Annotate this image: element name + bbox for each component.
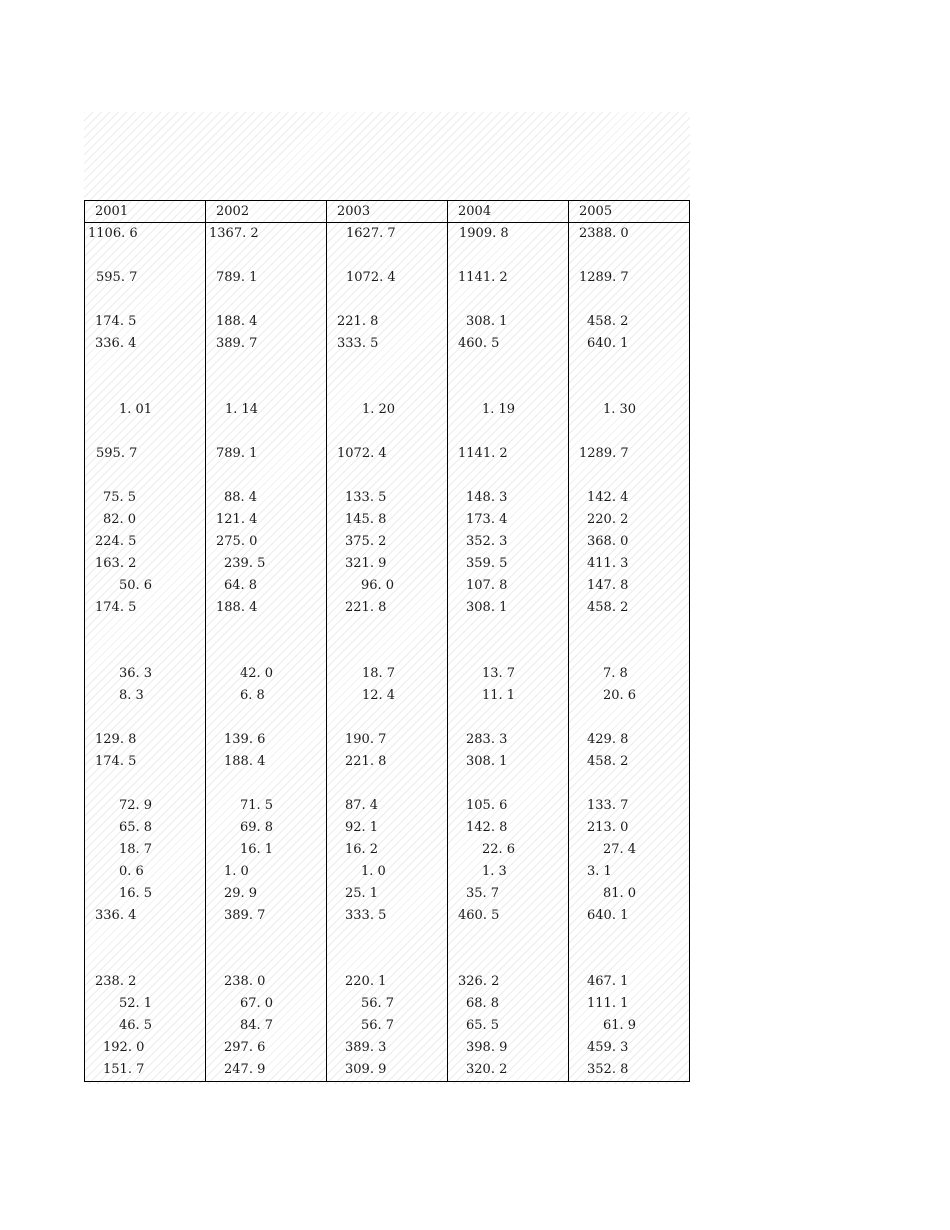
table-cell-2003: 221. 8	[327, 751, 448, 773]
table-cell-2004	[448, 773, 569, 795]
table-cell-2003: 56. 7	[327, 993, 448, 1015]
table-row	[85, 355, 690, 377]
table-cell-2005: 459. 3	[569, 1037, 690, 1059]
table-cell-2001: 238. 2	[85, 971, 206, 993]
table-cell-2005	[569, 641, 690, 663]
table-cell-2001: 82. 0	[85, 509, 206, 531]
table-row	[85, 597, 690, 619]
table-row	[85, 773, 690, 795]
table-cell-2004: 460. 5	[448, 333, 569, 355]
table-cell-2003	[327, 465, 448, 487]
table-cell-2005: 640. 1	[569, 333, 690, 355]
table-cell-2002: 88. 4	[206, 487, 327, 509]
table-cell-2004: 107. 8	[448, 575, 569, 597]
table-cell-2003: 321. 9	[327, 553, 448, 575]
table-row	[85, 1015, 690, 1037]
table-cell-2001: 174. 5	[85, 751, 206, 773]
table-cell-2005: 81. 0	[569, 883, 690, 905]
table-cell-2005: 27. 4	[569, 839, 690, 861]
table-cell-2001: 36. 3	[85, 663, 206, 685]
table-cell-2002: 6. 8	[206, 685, 327, 707]
table-cell-2003: 190. 7	[327, 729, 448, 751]
table-cell-2002: 389. 7	[206, 333, 327, 355]
table-cell-2004: 1. 19	[448, 399, 569, 421]
table-cell-2005: 61. 9	[569, 1015, 690, 1037]
table-cell-2003: 92. 1	[327, 817, 448, 839]
table-cell-2002: 238. 0	[206, 971, 327, 993]
table-cell-2004: 35. 7	[448, 883, 569, 905]
table-cell-2003	[327, 619, 448, 641]
table-cell-2003: 18. 7	[327, 663, 448, 685]
table-cell-2005	[569, 355, 690, 377]
table-cell-2002: 1. 0	[206, 861, 327, 883]
table-cell-2004	[448, 289, 569, 311]
table-row	[85, 509, 690, 531]
table-row	[85, 267, 690, 289]
table-cell-2001	[85, 465, 206, 487]
table-cell-2001: 163. 2	[85, 553, 206, 575]
table-cell-2004	[448, 707, 569, 729]
table-cell-2004: 1141. 2	[448, 443, 569, 465]
table-cell-2001: 336. 4	[85, 333, 206, 355]
table-cell-2002	[206, 377, 327, 399]
table-cell-2001: 151. 7	[85, 1059, 206, 1082]
table-cell-2004: 13. 7	[448, 663, 569, 685]
table-cell-2004	[448, 619, 569, 641]
table-cell-2003	[327, 289, 448, 311]
table-cell-2005: 1. 30	[569, 399, 690, 421]
table-cell-2001	[85, 355, 206, 377]
table-cell-2003: 1. 0	[327, 861, 448, 883]
table-cell-2004: 1909. 8	[448, 223, 569, 246]
table-cell-2003: 389. 3	[327, 1037, 448, 1059]
table-cell-2005: 467. 1	[569, 971, 690, 993]
table-cell-2001: 0. 6	[85, 861, 206, 883]
table-cell-2005: 111. 1	[569, 993, 690, 1015]
table-cell-2002: 297. 6	[206, 1037, 327, 1059]
table-row	[85, 465, 690, 487]
table-cell-2004: 352. 3	[448, 531, 569, 553]
table-cell-2001: 46. 5	[85, 1015, 206, 1037]
table-cell-2001: 1. 01	[85, 399, 206, 421]
table-cell-2001: 1106. 6	[85, 223, 206, 246]
table-row	[85, 443, 690, 465]
table-row	[85, 751, 690, 773]
column-header-2003: 2003	[327, 201, 448, 223]
table-cell-2003: 220. 1	[327, 971, 448, 993]
table-cell-2004: 1. 3	[448, 861, 569, 883]
table-cell-2003: 221. 8	[327, 597, 448, 619]
table-row	[85, 949, 690, 971]
table-cell-2002: 188. 4	[206, 751, 327, 773]
table-cell-2002: 789. 1	[206, 267, 327, 289]
table-cell-2004: 398. 9	[448, 1037, 569, 1059]
table-cell-2004	[448, 377, 569, 399]
table-row	[85, 1037, 690, 1059]
table-cell-2005	[569, 927, 690, 949]
table-cell-2005: 220. 2	[569, 509, 690, 531]
table-cell-2005: 147. 8	[569, 575, 690, 597]
table-cell-2002: 247. 9	[206, 1059, 327, 1082]
table-cell-2002	[206, 355, 327, 377]
table-cell-2002: 121. 4	[206, 509, 327, 531]
table-cell-2002: 16. 1	[206, 839, 327, 861]
table-cell-2003: 25. 1	[327, 883, 448, 905]
table-cell-2003	[327, 707, 448, 729]
table-cell-2003: 133. 5	[327, 487, 448, 509]
table-cell-2002: 67. 0	[206, 993, 327, 1015]
table-cell-2003	[327, 641, 448, 663]
table-row	[85, 223, 690, 246]
table-row	[85, 487, 690, 509]
table-cell-2003: 96. 0	[327, 575, 448, 597]
table-cell-2005: 142. 4	[569, 487, 690, 509]
table-cell-2003	[327, 949, 448, 971]
table-cell-2002: 789. 1	[206, 443, 327, 465]
table-row	[85, 817, 690, 839]
table-cell-2004: 142. 8	[448, 817, 569, 839]
table-cell-2003: 87. 4	[327, 795, 448, 817]
table-cell-2004: 148. 3	[448, 487, 569, 509]
table-cell-2004: 283. 3	[448, 729, 569, 751]
table-row	[85, 905, 690, 927]
table-cell-2001	[85, 289, 206, 311]
table-row	[85, 245, 690, 267]
table-row	[85, 421, 690, 443]
table-cell-2005: 411. 3	[569, 553, 690, 575]
table-cell-2004	[448, 245, 569, 267]
table-cell-2004: 359. 5	[448, 553, 569, 575]
table-cell-2002	[206, 245, 327, 267]
table-cell-2002: 389. 7	[206, 905, 327, 927]
table-row	[85, 971, 690, 993]
table-cell-2003: 1627. 7	[327, 223, 448, 246]
table-row	[85, 861, 690, 883]
table-cell-2005: 2388. 0	[569, 223, 690, 246]
table-cell-2001	[85, 949, 206, 971]
table-cell-2003: 56. 7	[327, 1015, 448, 1037]
table-cell-2001	[85, 927, 206, 949]
table-row	[85, 641, 690, 663]
table-cell-2004	[448, 421, 569, 443]
table-cell-2005: 458. 2	[569, 311, 690, 333]
table-row	[85, 531, 690, 553]
table-cell-2005: 352. 8	[569, 1059, 690, 1082]
table-cell-2005	[569, 949, 690, 971]
table-cell-2005: 20. 6	[569, 685, 690, 707]
table-cell-2001	[85, 707, 206, 729]
table-cell-2005: 7. 8	[569, 663, 690, 685]
table-cell-2004	[448, 355, 569, 377]
table-cell-2001: 8. 3	[85, 685, 206, 707]
table-cell-2001: 174. 5	[85, 311, 206, 333]
table-cell-2002: 1367. 2	[206, 223, 327, 246]
table-cell-2005: 368. 0	[569, 531, 690, 553]
table-cell-2002	[206, 641, 327, 663]
table-cell-2004: 1141. 2	[448, 267, 569, 289]
table-cell-2001: 595. 7	[85, 267, 206, 289]
table-cell-2001	[85, 245, 206, 267]
table-cell-2005: 429. 8	[569, 729, 690, 751]
table-cell-2005: 1289. 7	[569, 443, 690, 465]
table-cell-2003	[327, 377, 448, 399]
table-cell-2003: 12. 4	[327, 685, 448, 707]
header-row	[85, 201, 690, 223]
table-cell-2004: 173. 4	[448, 509, 569, 531]
table-row	[85, 553, 690, 575]
table-row	[85, 927, 690, 949]
table-cell-2002: 64. 8	[206, 575, 327, 597]
table-cell-2002	[206, 949, 327, 971]
table-row	[85, 377, 690, 399]
table-cell-2001	[85, 641, 206, 663]
table-cell-2003: 333. 5	[327, 333, 448, 355]
table-cell-2002	[206, 289, 327, 311]
table-cell-2002: 42. 0	[206, 663, 327, 685]
table-cell-2002: 188. 4	[206, 597, 327, 619]
table-cell-2004	[448, 927, 569, 949]
table-cell-2002: 139. 6	[206, 729, 327, 751]
table-cell-2002: 1. 14	[206, 399, 327, 421]
table-cell-2001	[85, 421, 206, 443]
table-cell-2003: 221. 8	[327, 311, 448, 333]
table-cell-2005	[569, 619, 690, 641]
table-cell-2004: 308. 1	[448, 751, 569, 773]
column-header-2005: 2005	[569, 201, 690, 223]
table-cell-2001: 72. 9	[85, 795, 206, 817]
table-cell-2004: 105. 6	[448, 795, 569, 817]
table-row	[85, 333, 690, 355]
table-cell-2001: 336. 4	[85, 905, 206, 927]
table-cell-2001	[85, 619, 206, 641]
table-cell-2004: 11. 1	[448, 685, 569, 707]
table-cell-2001: 52. 1	[85, 993, 206, 1015]
table-row	[85, 399, 690, 421]
table-cell-2004	[448, 465, 569, 487]
table-cell-2002	[206, 421, 327, 443]
table-cell-2001: 129. 8	[85, 729, 206, 751]
table-row	[85, 839, 690, 861]
table-cell-2004: 22. 6	[448, 839, 569, 861]
table-cell-2002	[206, 927, 327, 949]
table-cell-2005: 1289. 7	[569, 267, 690, 289]
table-cell-2005	[569, 245, 690, 267]
table-row	[85, 311, 690, 333]
table-row	[85, 619, 690, 641]
table-row	[85, 707, 690, 729]
table-cell-2002: 29. 9	[206, 883, 327, 905]
table-cell-2002: 188. 4	[206, 311, 327, 333]
column-header-2004: 2004	[448, 201, 569, 223]
table-row	[85, 575, 690, 597]
table-cell-2004: 308. 1	[448, 597, 569, 619]
table-cell-2004: 68. 8	[448, 993, 569, 1015]
table-cell-2003: 375. 2	[327, 531, 448, 553]
table-cell-2001: 595. 7	[85, 443, 206, 465]
table-cell-2003	[327, 773, 448, 795]
table-cell-2003: 333. 5	[327, 905, 448, 927]
table-cell-2005	[569, 289, 690, 311]
table-cell-2001: 192. 0	[85, 1037, 206, 1059]
table-cell-2003: 1072. 4	[327, 267, 448, 289]
table-cell-2005	[569, 377, 690, 399]
table-cell-2001: 50. 6	[85, 575, 206, 597]
table-row	[85, 795, 690, 817]
table-cell-2002: 84. 7	[206, 1015, 327, 1037]
table-cell-2001: 224. 5	[85, 531, 206, 553]
column-header-2002: 2002	[206, 201, 327, 223]
table-cell-2002: 69. 8	[206, 817, 327, 839]
table-cell-2001: 18. 7	[85, 839, 206, 861]
table-cell-2001: 16. 5	[85, 883, 206, 905]
table-row	[85, 685, 690, 707]
table-cell-2005: 640. 1	[569, 905, 690, 927]
table-cell-2003	[327, 245, 448, 267]
table-cell-2005: 458. 2	[569, 597, 690, 619]
table-cell-2003: 1072. 4	[327, 443, 448, 465]
table-row	[85, 729, 690, 751]
table-cell-2001	[85, 377, 206, 399]
table-cell-2003: 1. 20	[327, 399, 448, 421]
table-cell-2003	[327, 421, 448, 443]
table-cell-2004: 308. 1	[448, 311, 569, 333]
table-cell-2005: 133. 7	[569, 795, 690, 817]
table-cell-2001: 174. 5	[85, 597, 206, 619]
table-cell-2002	[206, 465, 327, 487]
table-cell-2003	[327, 355, 448, 377]
table-row	[85, 289, 690, 311]
table-cell-2003: 145. 8	[327, 509, 448, 531]
table-cell-2005	[569, 421, 690, 443]
table-cell-2001: 75. 5	[85, 487, 206, 509]
table-cell-2004: 65. 5	[448, 1015, 569, 1037]
table-cell-2002	[206, 707, 327, 729]
table-cell-2002: 275. 0	[206, 531, 327, 553]
data-table	[84, 200, 690, 1082]
table-cell-2001	[85, 773, 206, 795]
table-cell-2002: 71. 5	[206, 795, 327, 817]
table-cell-2002: 239. 5	[206, 553, 327, 575]
column-header-2001: 2001	[85, 201, 206, 223]
table-cell-2004: 326. 2	[448, 971, 569, 993]
table-cell-2005: 3. 1	[569, 861, 690, 883]
table-cell-2003: 16. 2	[327, 839, 448, 861]
table-cell-2003: 309. 9	[327, 1059, 448, 1082]
table-cell-2005	[569, 465, 690, 487]
table-cell-2004	[448, 641, 569, 663]
table-cell-2005: 213. 0	[569, 817, 690, 839]
table-cell-2004	[448, 949, 569, 971]
table-row	[85, 883, 690, 905]
table-row	[85, 993, 690, 1015]
table-cell-2005	[569, 773, 690, 795]
table-cell-2005: 458. 2	[569, 751, 690, 773]
table-cell-2002	[206, 619, 327, 641]
table-row	[85, 1059, 690, 1082]
table-cell-2002	[206, 773, 327, 795]
table-cell-2004: 460. 5	[448, 905, 569, 927]
table-cell-2005	[569, 707, 690, 729]
table-cell-2004: 320. 2	[448, 1059, 569, 1082]
table-cell-2001: 65. 8	[85, 817, 206, 839]
table-cell-2003	[327, 927, 448, 949]
table-row	[85, 663, 690, 685]
